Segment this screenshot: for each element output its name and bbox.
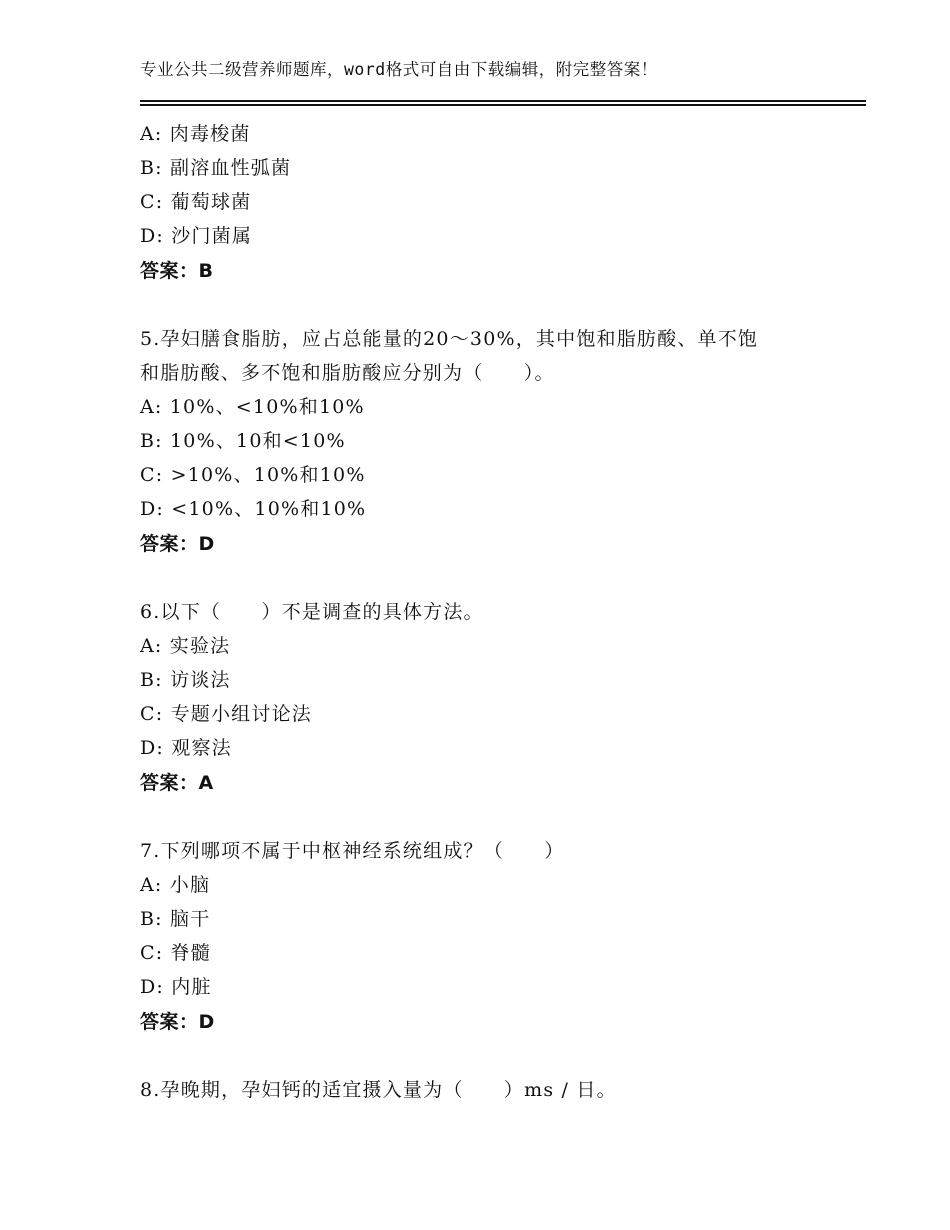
header-divider-bottom: [140, 104, 866, 106]
q4-option-a: A: 肉毒梭菌: [140, 123, 251, 145]
q7-option-d: D: 内脏: [140, 976, 212, 998]
q4-option-b: B: 副溶血性弧菌: [140, 157, 292, 179]
q7-option-b: B: 脑干: [140, 908, 211, 930]
q5-stem-line2: 和脂肪酸、多不饱和脂肪酸应分别为（ ）。: [140, 362, 555, 384]
q4-option-c: C: 葡萄球菌: [140, 191, 252, 213]
q7-option-a: A: 小脑: [140, 874, 211, 896]
q6-option-a: A: 实验法: [140, 635, 231, 657]
q6-answer: 答案：A: [140, 772, 214, 794]
header-divider-top: [140, 100, 866, 102]
q6-option-c: C: 专题小组讨论法: [140, 703, 312, 725]
q5-option-b: B: 10%、10和<10%: [140, 430, 346, 452]
q4-option-d: D: 沙门菌属: [140, 225, 253, 247]
q7-option-c: C: 脊髓: [140, 942, 211, 964]
q5-stem-line1: 5.孕妇膳食脂肪，应占总能量的20～30%，其中饱和脂肪酸、单不饱: [140, 328, 759, 350]
q5-option-a: A: 10%、<10%和10%: [140, 396, 365, 418]
q4-answer: 答案：B: [140, 260, 214, 282]
q5-option-c: C: >10%、10%和10%: [140, 464, 366, 486]
q7-answer: 答案：D: [140, 1011, 215, 1033]
q7-stem: 7.下列哪项不属于中枢神经系统组成？（ ）: [140, 840, 565, 862]
q6-stem: 6.以下（ ）不是调查的具体方法。: [140, 601, 484, 623]
q5-option-d: D: <10%、10%和10%: [140, 498, 367, 520]
q6-option-d: D: 观察法: [140, 737, 232, 759]
q8-stem: 8.孕晚期，孕妇钙的适宜摄入量为（ ）ms / 日。: [140, 1079, 617, 1101]
document-header: 专业公共二级营养师题库，word格式可自由下载编辑，附完整答案！: [140, 60, 658, 79]
q6-option-b: B: 访谈法: [140, 669, 231, 691]
q5-answer: 答案：D: [140, 533, 215, 555]
